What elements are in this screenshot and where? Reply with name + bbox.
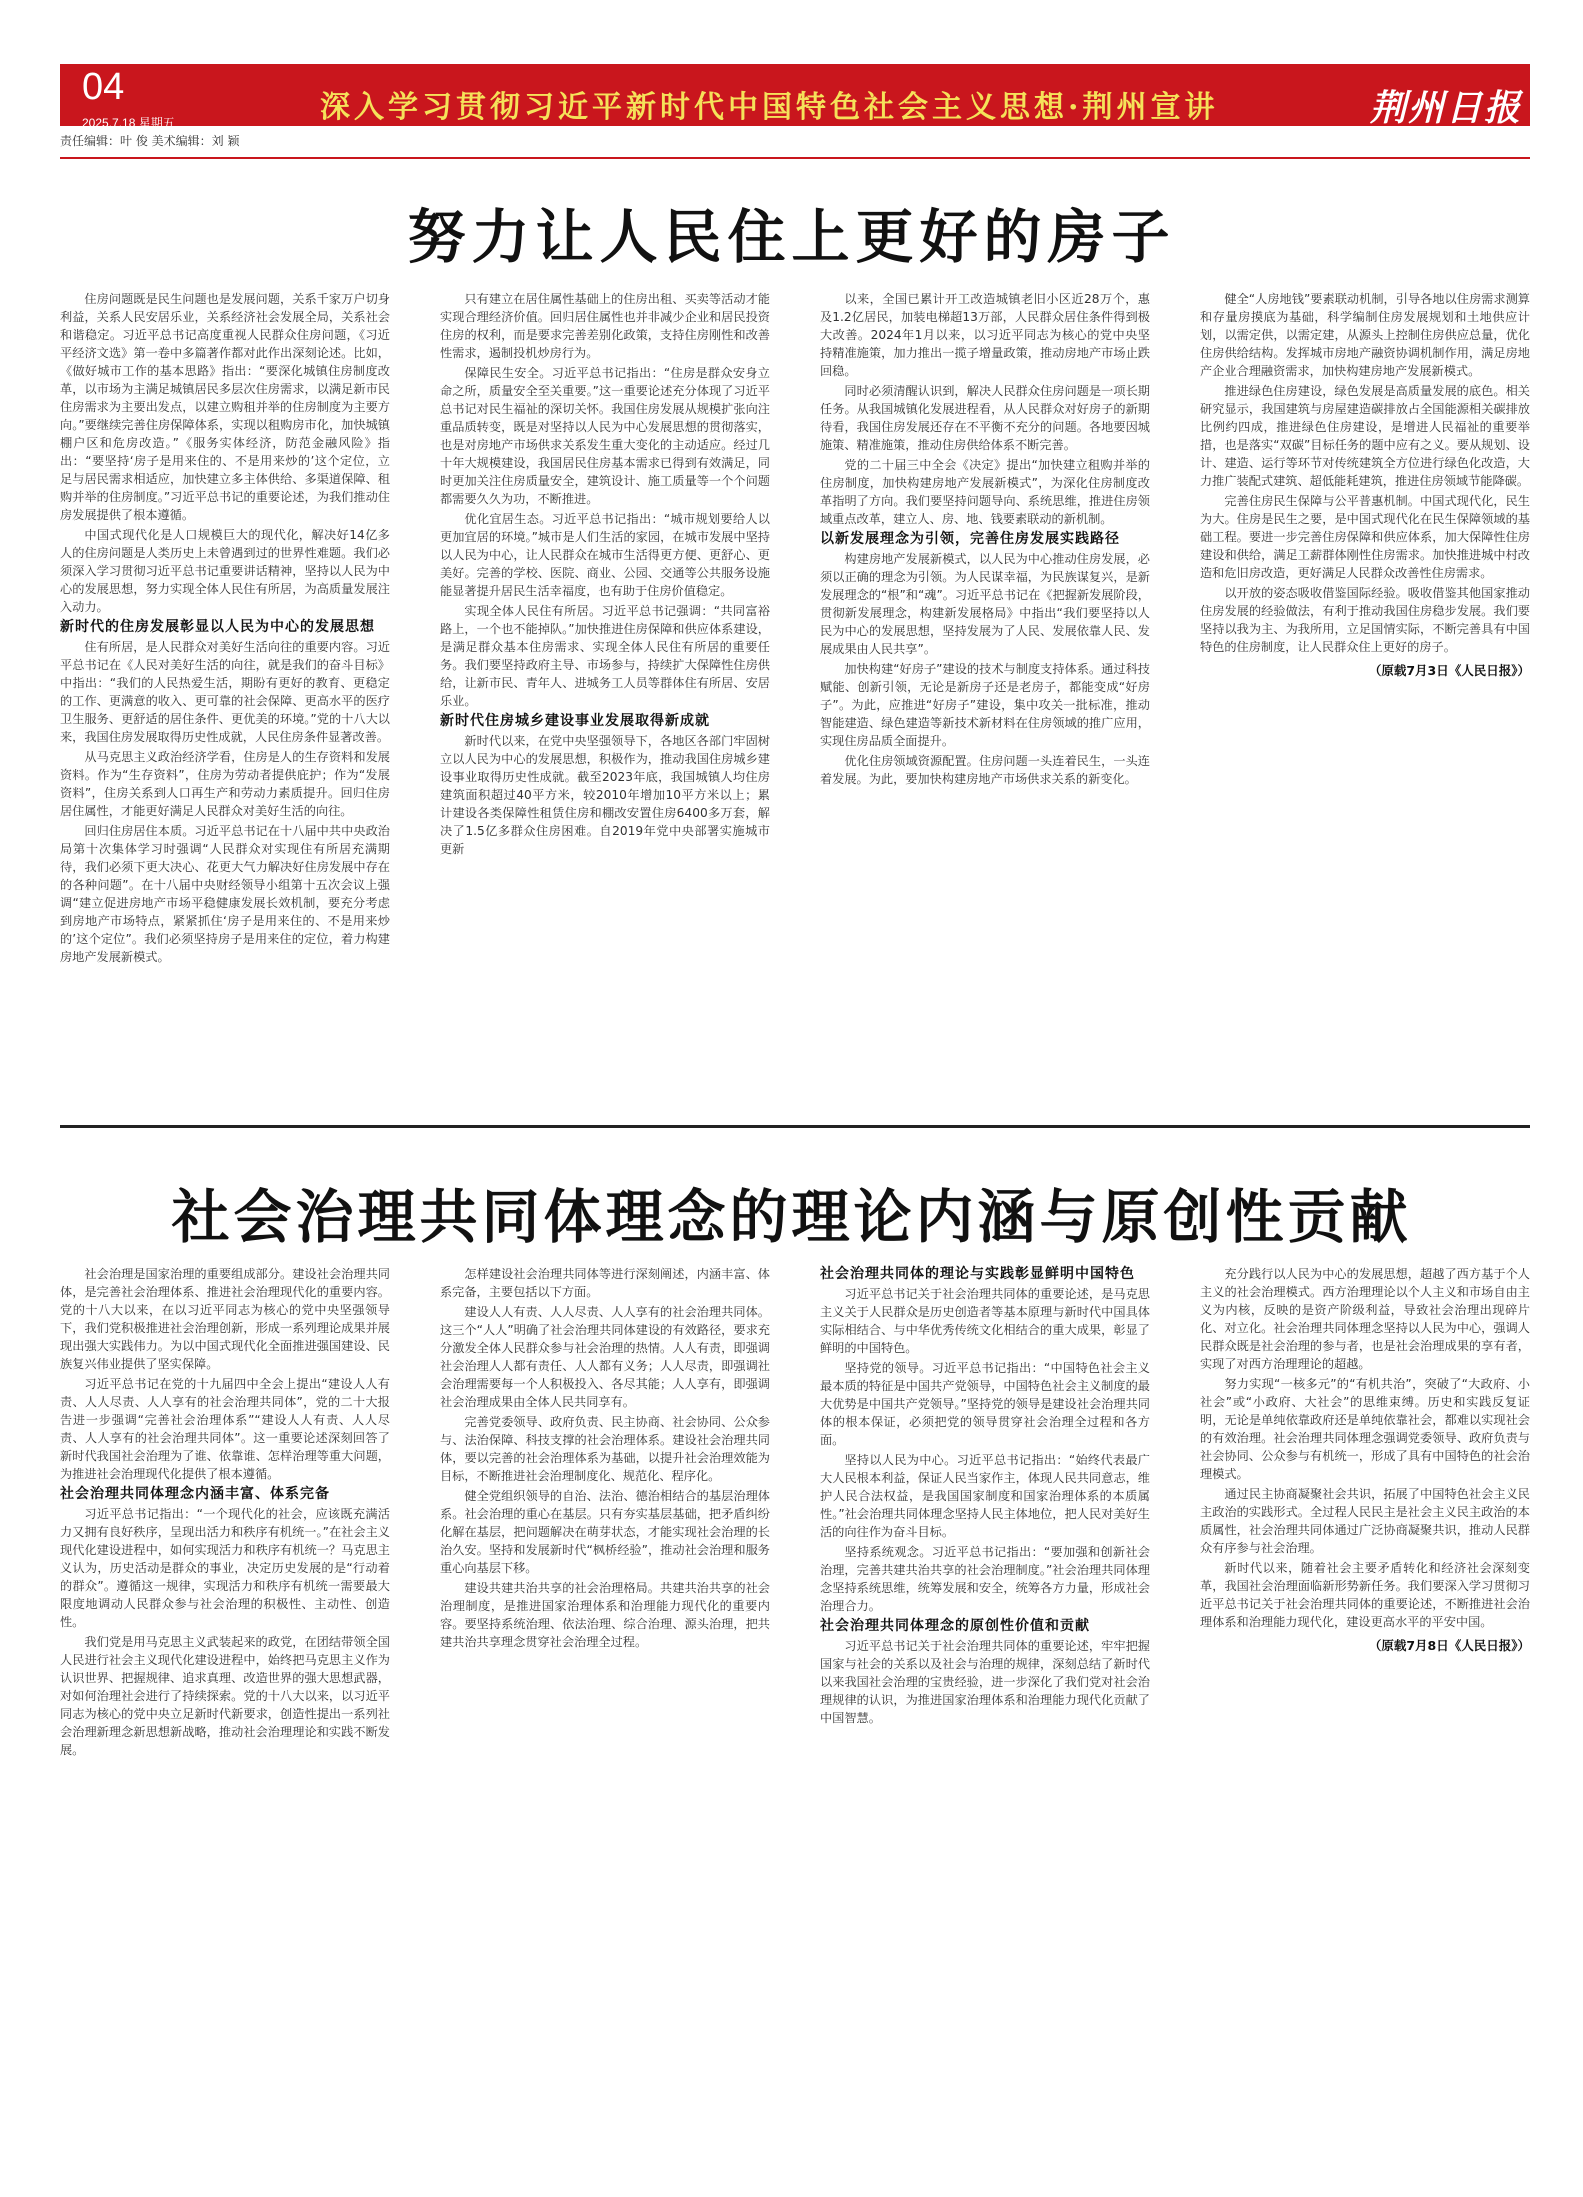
paragraph: 努力实现“一核多元”的“有机共治”，突破了“大政府、小社会”或“小政府、大社会”的思维束缚。历史和实践反复证明，无论是单纯依靠政府还是单纯依靠社会，都难以实现社会的有效治理。社会治理共同体理念强调党委领导、政府负责与社会协同、公众参与有机统一，形成了具有中国特色的社会治理模式。 <box>1200 1377 1530 1481</box>
paragraph: 坚持系统观念。习近平总书记指出：“要加强和创新社会治理，完善共建共治共享的社会治理制度。”社会治理共同体理念坚持系统思维，统筹发展和安全，统筹各方力量，形成社会治理合力。 <box>820 1545 1150 1613</box>
article-2-subheading-3: 社会治理共同体理念的原创性价值和贡献 <box>820 1618 1090 1634</box>
article-1-source: （原载7月3日《人民日报》） <box>1368 663 1530 678</box>
article-1-column-1 <box>60 290 390 1110</box>
paragraph: 完善党委领导、政府负责、民主协商、社会协同、公众参与、法治保障、科技支撑的社会治理体系。建设社会治理共同体，要以完善的社会治理体系为基础，以提升社会治理效能为目标，不断推进社会治理制度化、规范化、程序化。 <box>440 1415 770 1483</box>
paragraph: 优化住房领域资源配置。住房问题一头连着民生，一头连着发展。为此，要加快构建房地产市场供求关系的新变化。 <box>820 754 1150 786</box>
paragraph: 中国式现代化是人口规模巨大的现代化，解决好14亿多人的住房问题是人类历史上未曾遇到过的世界性难题。我们必须深入学习贯彻习近平总书记重要讲话精神，坚持以人民为中心的发展思想，努力实现全体人民住有所居，为高质量发展注入动力。 <box>60 528 390 614</box>
paragraph: 坚持以人民为中心。习近平总书记指出：“始终代表最广大人民根本利益，保证人民当家作主，体现人民共同意志，维护人民合法权益，是我国国家制度和国家治理体系的本质属性。”社会治理共同体理念坚持人民主体地位，把人民对美好生活的向往作为奋斗目标。 <box>820 1453 1150 1539</box>
paragraph: 充分践行以人民为中心的发展思想，超越了西方基于个人主义的社会治理模式。西方治理理论以个人主义和市场自由主义为内核，反映的是资产阶级利益，导致社会治理出现碎片化、对立化。社会治理共同体理念坚持以人民为中心，强调人民群众既是社会治理的参与者，也是社会治理成果的享有者，实现了对西方治理理论的超越。 <box>1200 1267 1530 1371</box>
paragraph: 从马克思主义政治经济学看，住房是人的生存资料和发展资料。作为“生存资料”，住房为劳动者提供庇护；作为“发展资料”，住房关系到人口再生产和劳动力素质提升。回归住房居住属性，才能更好满足人民群众对美好生活的向往。 <box>60 750 390 818</box>
paragraph: 完善住房民生保障与公平普惠机制。中国式现代化，民生为大。住房是民生之要，是中国式现代化在民生保障领域的基础工程。要进一步完善住房保障和供应体系，加大保障性住房建设和供给，满足工薪群体刚性住房需求。加快推进城中村改造和危旧房改造，更好满足人民群众改善性住房需求。 <box>1200 494 1530 580</box>
paragraph: 新时代以来，随着社会主要矛盾转化和经济社会深刻变革，我国社会治理面临新形势新任务。我们要深入学习贯彻习近平总书记关于社会治理共同体的重要论述，不断推进社会治理体系和治理能力现代化，建设更高水平的平安中国。 <box>1200 1561 1530 1629</box>
paragraph: 回归住房居住本质。习近平总书记在十八届中共中央政治局第十次集体学习时强调“人民群众对实现住有所居充满期待，我们必须下更大决心、花更大气力解决好住房发展中存在的各种问题”。在十八届中央财经领导小组第十五次会议上强调“建立促进房地产市场平稳健康发展长效机制，要充分考虑到房地产市场特点，紧紧抓住‘房子是用来住的、不是用来炒的’这个定位”。我们必须坚持房子是用来住的定位，着力构建房地产发展新模式。 <box>60 824 390 964</box>
paragraph: 新时代以来，在党中央坚强领导下，各地区各部门牢固树立以人民为中心的发展思想，积极作为，推动我国住房城乡建设事业取得历史性成就。截至2023年底，我国城镇人均住房建筑面积超过40平方米，较2010年增加10平方米以上；累计建设各类保障性租赁住房和棚改安置住房6400多万套，解决了1.5亿多群众住房困难。自2019年党中央部署实施城市更新 <box>440 734 770 856</box>
article-1-subheading-1: 新时代的住房发展彰显以人民为中心的发展思想 <box>60 619 375 635</box>
header-bar <box>60 64 1530 130</box>
page-header <box>60 56 1530 156</box>
paragraph: 我们党是用马克思主义武装起来的政党，在团结带领全国人民进行社会主义现代化建设进程中，始终把马克思主义作为认识世界、把握规律、追求真理、改造世界的强大思想武器，对如何治理社会进行了持续探索。党的十八大以来，以习近平同志为核心的党中央立足新时代新要求，创造性提出一系列社会治理新理念新思想新战略，推动社会治理理论和实践不断发展。 <box>60 1635 390 1757</box>
article-1-subheading-3: 以新发展理念为引领，完善住房发展实践路径 <box>820 531 1120 547</box>
article-1-headline: 努力让人民住上更好的房子 <box>407 203 1176 271</box>
paragraph: 构建房地产发展新模式，以人民为中心推动住房发展，必须以正确的理念为引领。为人民谋幸福，为民族谋复兴，是新发展理念的“根”和“魂”。习近平总书记在《把握新发展阶段，贯彻新发展理念，构建新发展格局》中指出“我们要坚持以人民为中心的发展思想，坚持发展为了人民、发展依靠人民、发展成果由人民共享”。 <box>820 552 1150 656</box>
article-1-column-2 <box>440 290 770 1110</box>
paragraph: 同时必须清醒认识到，解决人民群众住房问题是一项长期任务。从我国城镇化发展进程看，从人民群众对好房子的新期待看，我国住房发展还存在不平衡不充分的问题。各地要因城施策、精准施策，推动住房供给体系不断完善。 <box>820 384 1150 452</box>
article-2-column-3 <box>820 1265 1150 2145</box>
paragraph: 只有建立在居住属性基础上的住房出租、买卖等活动才能实现合理经济价值。回归居住属性也并非减少企业和居民投资住房的权利，而是要求完善差别化政策，支持住房刚性和改善性需求，遏制投机炒房行为。 <box>440 292 770 360</box>
paragraph: 习近平总书记关于社会治理共同体的重要论述，是马克思主义关于人民群众是历史创造者等基本原理与新时代中国具体实际相结合、与中华优秀传统文化相结合的重大成果，彰显了鲜明的中国特色。 <box>820 1287 1150 1355</box>
paragraph: 健全“人房地钱”要素联动机制，引导各地以住房需求测算和存量房摸底为基础，科学编制住房发展规划和土地供应计划，以需定供，以需定建，从源头上控制住房供应总量，优化住房供给结构。发挥城市房地产融资协调机制作用，满足房地产企业合理融资需求，加快构建房地产发展新模式。 <box>1200 292 1530 378</box>
article-1-column-4 <box>1200 290 1530 1110</box>
issue-date: 2025.7.18 星期五 <box>82 116 175 130</box>
article-2-source: （原载7月8日《人民日报》） <box>1368 1638 1530 1653</box>
article-2-column-1 <box>60 1265 390 2145</box>
article-2-subheading-2: 社会治理共同体的理论与实践彰显鲜明中国特色 <box>820 1266 1135 1282</box>
paragraph: 社会治理是国家治理的重要组成部分。建设社会治理共同体，是完善社会治理体系、推进社会治理现代化的重要内容。党的十八大以来，在以习近平同志为核心的党中央坚强领导下，我们党积极推进社会治理创新，形成一系列理论成果并展现出强大实践伟力。为以中国式现代化全面推进强国建设、民族复兴伟业提供了坚实保障。 <box>60 1267 390 1371</box>
article-2-headline: 社会治理共同体理念的理论内涵与原创性贡献 <box>171 1183 1412 1251</box>
paragraph: 推进绿色住房建设，绿色发展是高质量发展的底色。相关研究显示，我国建筑与房屋建造碳排放占全国能源相关碳排放比例约四成，推进绿色住房建设，是增进人民福祉的重要举措，也是落实“双碳”目标任务的题中应有之义。要从规划、设计、建造、运行等环节对传统建筑全方位进行绿色化改造，大力推广装配式建筑、超低能耗建筑，推进住房领域节能降碳。 <box>1200 384 1530 488</box>
article-1-column-3 <box>820 290 1150 1110</box>
paragraph: 通过民主协商凝聚社会共识，拓展了中国特色社会主义民主政治的实践形式。全过程人民民主是社会主义民主政治的本质属性，社会治理共同体通过广泛协商凝聚共识，推动人民群众有序参与社会治理。 <box>1200 1487 1530 1555</box>
article-2-column-2 <box>440 1265 770 2145</box>
editor-credits: 责任编辑：叶 俊 美术编辑：刘 颖 <box>60 134 240 148</box>
paragraph: 住房问题既是民生问题也是发展问题，关系千家万户切身利益，关系人民安居乐业，关系经济社会发展全局，关系社会和谐稳定。习近平总书记高度重视人民群众住房问题，《习近平经济文选》第一卷中多篇著作都对此作出深刻论述。比如，《做好城市工作的基本思路》指出：“要深化城镇住房制度改革，以市场为主满足城镇居民多层次住房需求，以满足新市民住房需求为主要出发点，以建立购租并举的住房制度为主要方向。”要继续完善住房保障体系，实现以租购房市化，加快城镇棚户区和危房改造。”《服务实体经济，防范金融风险》指出：“要坚持‘房子是用来住的、不是用来炒的’这个定位，立足与居民需求相适应，加快建立多主体供给、多渠道保障、租购并举的住房制度。”习近平总书记的重要论述，为我们推动住房发展提供了根本遵循。 <box>60 292 390 522</box>
paragraph: 加快构建“好房子”建设的技术与制度支持体系。通过科技赋能、创新引领，无论是新房子还是老房子，都能变成“好房子”。为此，应推进“好房子”建设，集中攻关一批标准，推动智能建造、绿色建造等新技术新材料在住房领域的推广应用，实现住房品质全面提升。 <box>820 662 1150 748</box>
paragraph: 优化宜居生态。习近平总书记指出：“城市规划要给人以更加宜居的环境。”城市是人们生活的家园，在城市发展中坚持以人民为中心，让人民群众在城市生活得更方便、更舒心、更美好。完善的学校、医院、商业、公园、交通等公共服务设施能显著提升居民生活幸福度，也有助于住房价值稳定。 <box>440 512 770 598</box>
paragraph: 以来，全国已累计开工改造城镇老旧小区近28万个，惠及1.2亿居民，加装电梯超13万部，人民群众居住条件得到极大改善。2024年1月以来，以习近平同志为核心的党中央坚持精准施策，加力推出一揽子增量政策，推动房地产市场止跌回稳。 <box>820 292 1150 378</box>
paragraph: 实现全体人民住有所居。习近平总书记强调：“共同富裕路上，一个也不能掉队。”加快推进住房保障和供应体系建设，是满足群众基本住房需求、实现全体人民住有所居的重要任务。我们要坚持政府主导、市场参与，持续扩大保障性住房供给，让新市民、青年人、进城务工人员等群体住有所居、安居乐业。 <box>440 604 770 708</box>
paragraph: 习近平总书记关于社会治理共同体的重要论述，牢牢把握国家与社会的关系以及社会与治理的规律，深刻总结了新时代以来我国社会治理的宝贵经验，进一步深化了我们党对社会治理规律的认识，为推进国家治理体系和治理能力现代化贡献了中国智慧。 <box>820 1639 1150 1725</box>
paragraph: 以开放的姿态吸收借鉴国际经验。吸收借鉴其他国家推动住房发展的经验做法，有利于推动我国住房稳步发展。我们要坚持以我为主、为我所用，立足国情实际，不断完善具有中国特色的住房制度，让人民群众住上更好的房子。 <box>1200 586 1530 654</box>
paragraph: 坚持党的领导。习近平总书记指出：“中国特色社会主义最本质的特征是中国共产党领导，中国特色社会主义制度的最大优势是中国共产党领导。”坚持党的领导是建设社会治理共同体的根本保证，必须把党的领导贯穿社会治理全过程和各方面。 <box>820 1361 1150 1447</box>
article-1-subheading-2: 新时代住房城乡建设事业发展取得新成就 <box>440 713 710 729</box>
paragraph: 党的二十届三中全会《决定》提出“加快建立租购并举的住房制度，加快构建房地产发展新模式”，为深化住房制度改革指明了方向。我们要坚持问题导向、系统思维，推进住房领域重点改革，建立人、房、地、钱要素联动的新机制。 <box>820 458 1150 526</box>
paragraph: 怎样建设社会治理共同体等进行深刻阐述，内涵丰富、体系完备，主要包括以下方面。 <box>440 1267 770 1299</box>
paragraph: 保障民生安全。习近平总书记指出：“住房是群众安身立命之所，质量安全至关重要。”这一重要论述充分体现了习近平总书记对民生福祉的深切关怀。我国住房发展从规模扩张向注重品质转变，既是对坚持以人民为中心发展思想的贯彻落实，也是对房地产市场供求关系发生重大变化的主动适应。经过几十年大规模建设，我国居民住房基本需求已得到有效满足，同时更加关注住房质量安全，建筑设计、施工质量等一个个问题都需要久久为功，不断推进。 <box>440 366 770 506</box>
paragraph: 健全党组织领导的自治、法治、德治相结合的基层治理体系。社会治理的重心在基层。只有夯实基层基础，把矛盾纠纷化解在基层，把问题解决在萌芽状态，才能实现社会治理的长治久安。坚持和发展新时代“枫桥经验”，推动社会治理和服务重心向基层下移。 <box>440 1489 770 1575</box>
paragraph: 习近平总书记在党的十九届四中全会上提出“建设人人有责、人人尽责、人人享有的社会治理共同体”，党的二十大报告进一步强调“完善社会治理体系”“建设人人有责、人人尽责、人人享有的社会治理共同体”。这一重要论述深刻回答了新时代我国社会治理为了谁、依靠谁、怎样治理等重大问题，为推进社会治理现代化提供了根本遵循。 <box>60 1377 390 1481</box>
paragraph: 建设人人有责、人人尽责、人人享有的社会治理共同体。这三个“人人”明确了社会治理共同体建设的有效路径，要求充分激发全体人民群众参与社会治理的热情。人人有责，即强调社会治理人人都有责任、人人都有义务；人人尽责，即强调社会治理需要每一个人积极投入、各尽其能；人人享有，即强调社会治理成果由全体人民共同享有。 <box>440 1305 770 1409</box>
paragraph: 住有所居，是人民群众对美好生活向往的重要内容。习近平总书记在《人民对美好生活的向往，就是我们的奋斗目标》中指出：“我们的人民热爱生活，期盼有更好的教育、更稳定的工作、更满意的收入、更可靠的社会保障、更高水平的医疗卫生服务、更舒适的居住条件、更优美的环境。”党的十八大以来，我国住房发展取得历史性成就，人民住房条件显著改善。 <box>60 640 390 744</box>
page-number: 04 <box>82 66 125 108</box>
article-2-column-4 <box>1200 1265 1530 2145</box>
header-rule <box>60 157 1530 159</box>
article-divider <box>60 1125 1530 1128</box>
paragraph: 建设共建共治共享的社会治理格局。共建共治共享的社会治理制度，是推进国家治理体系和治理能力现代化的重要内容。要坚持系统治理、依法治理、综合治理、源头治理，把共建共治共享理念贯穿社会治理全过程。 <box>440 1581 770 1649</box>
paragraph: 习近平总书记指出：“一个现代化的社会，应该既充满活力又拥有良好秩序，呈现出活力和秩序有机统一。”在社会主义现代化建设进程中，如何实现活力和秩序有机统一？马克思主义认为，历史活动是群众的事业，决定历史发展的是“行动着的群众”。遵循这一规律，实现活力和秩序有机统一需要最大限度地调动人民群众参与社会治理的积极性、主动性、创造性。 <box>60 1507 390 1629</box>
newspaper-brand: 荆州日报 <box>1370 87 1523 129</box>
article-2-subheading-1: 社会治理共同体理念内涵丰富、体系完备 <box>60 1486 330 1502</box>
section-title: 深入学习贯彻习近平新时代中国特色社会主义思想·荆州宣讲 <box>320 90 1219 125</box>
